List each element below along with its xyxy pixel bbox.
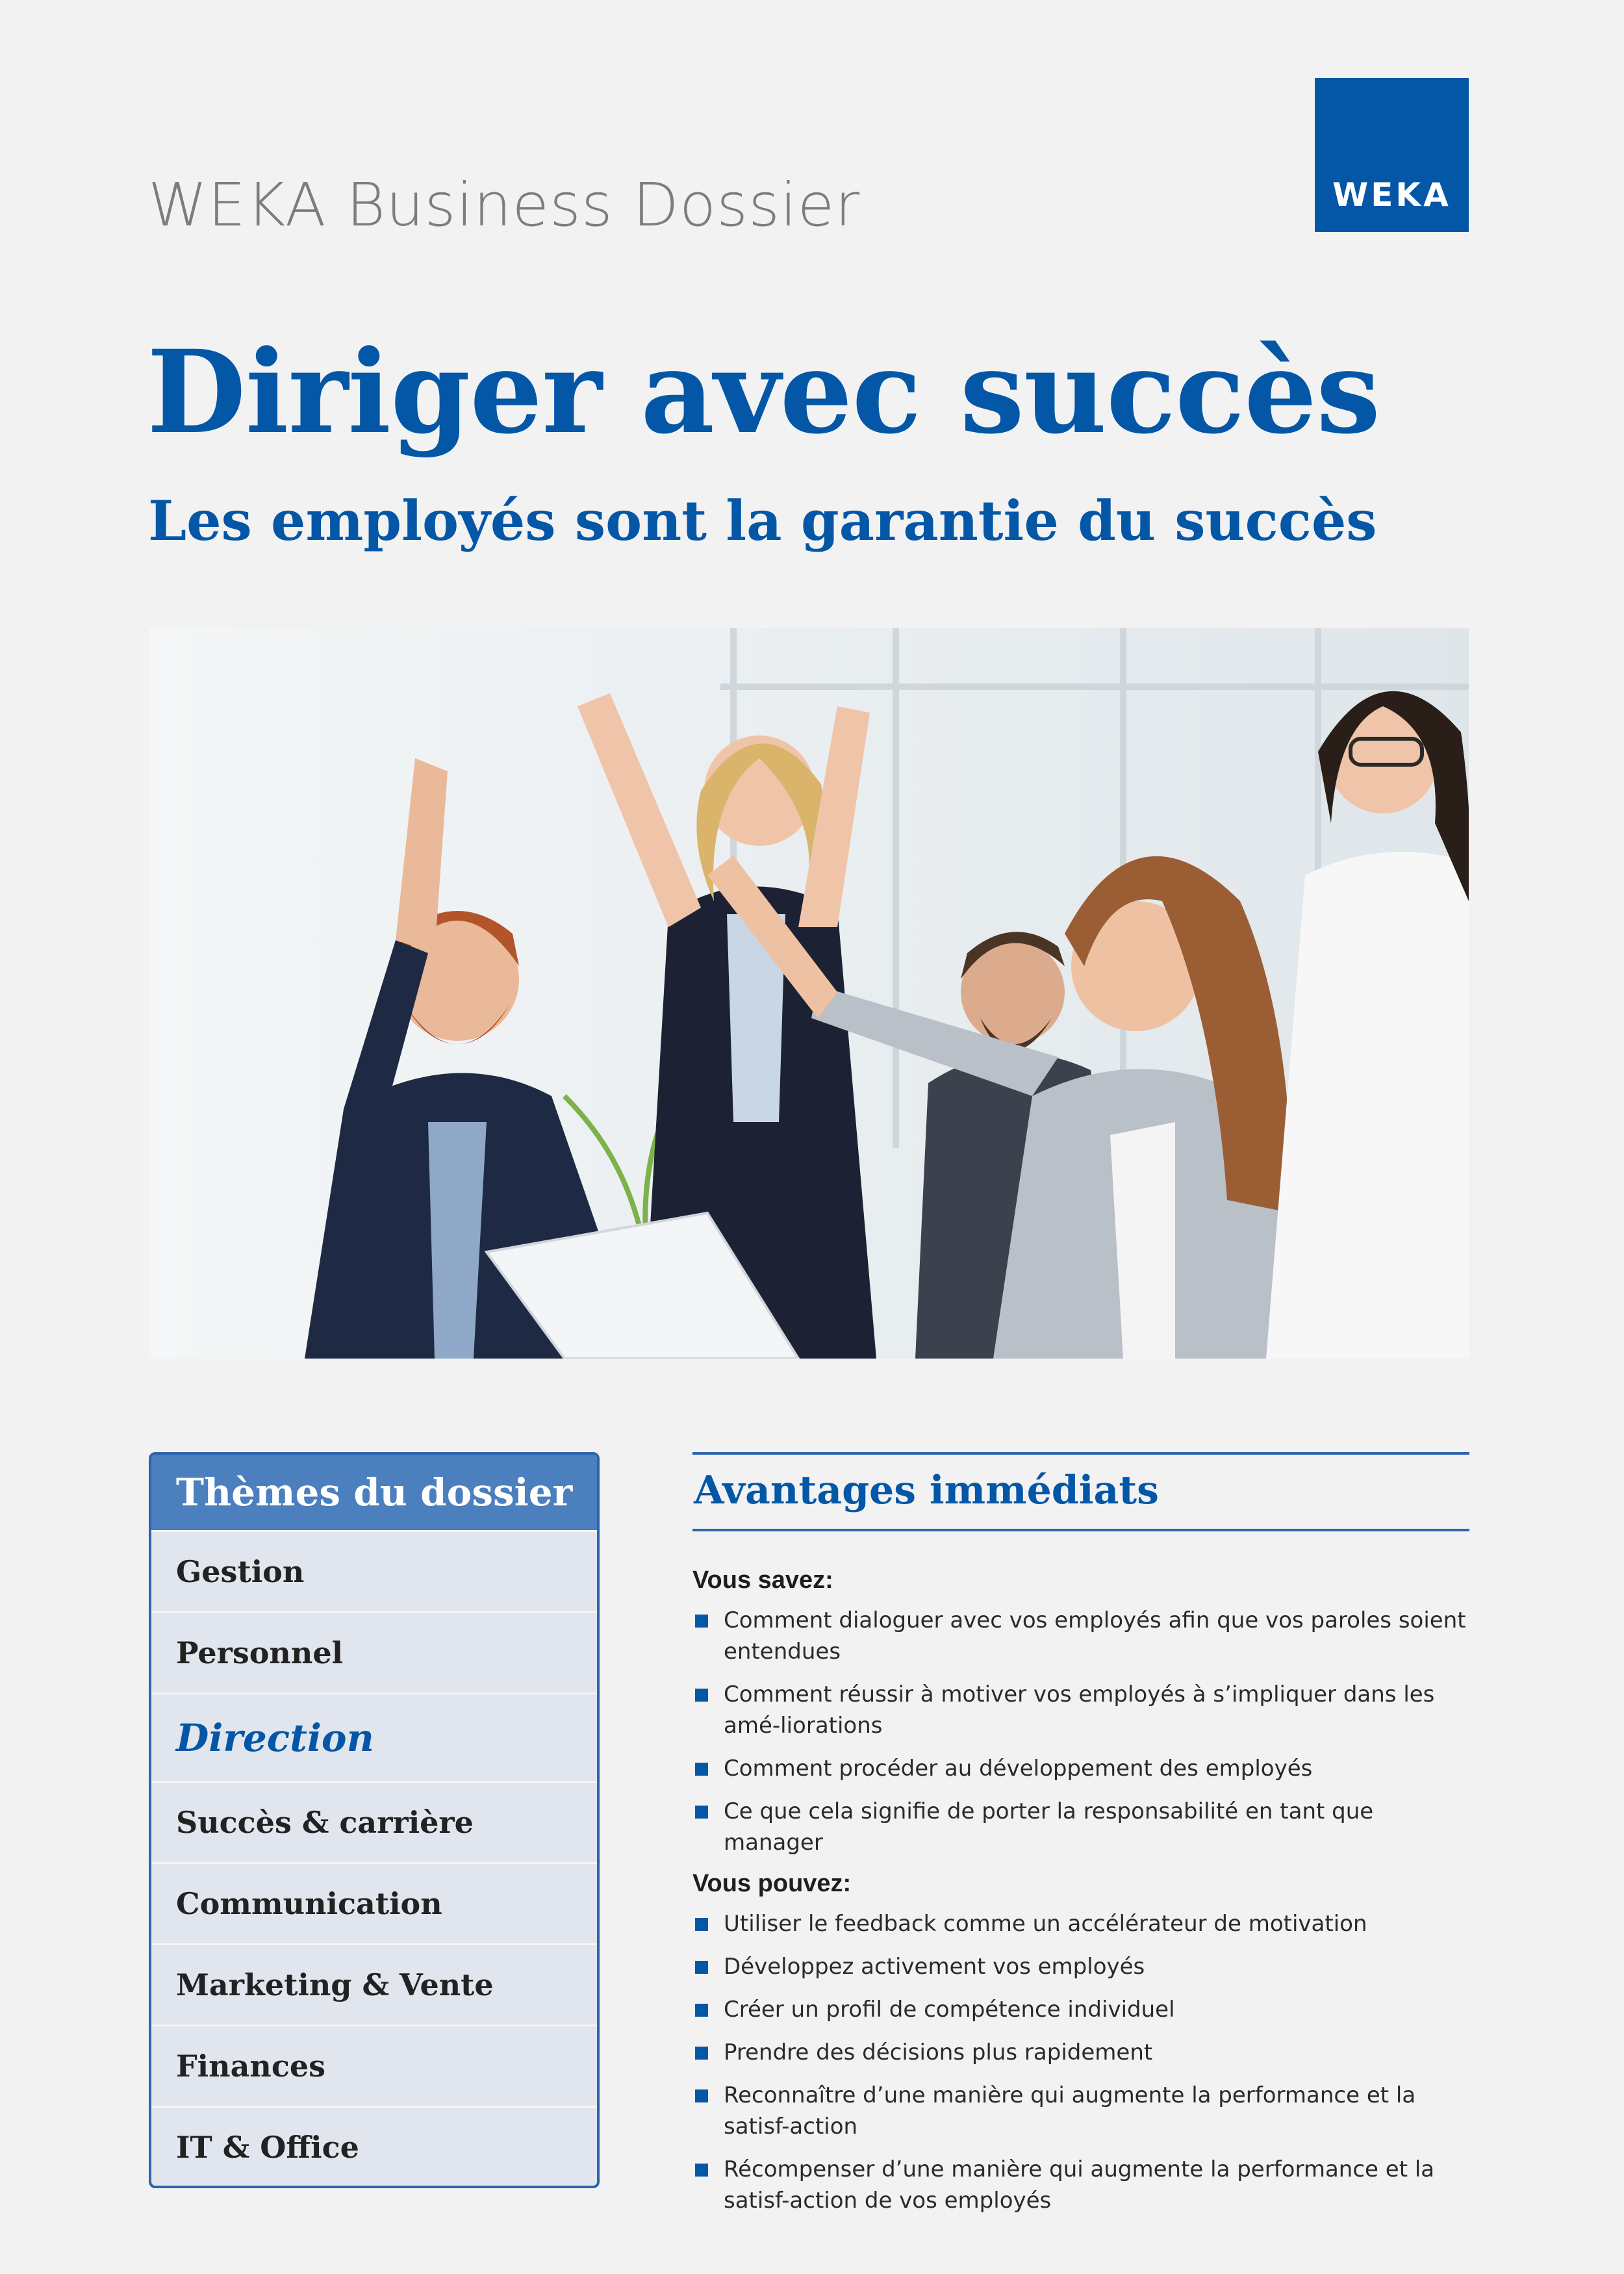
benefits-heading: Avantages immédiats (694, 1468, 1159, 1513)
theme-item-direction[interactable]: Direction (151, 1693, 597, 1781)
series-title: WEKA Business Dossier (148, 170, 861, 240)
logo-text: WEKA (1332, 176, 1451, 214)
list-item: Reconnaître d’une manière qui augmente la performance et la satisf-action (692, 2080, 1469, 2142)
theme-item-succes-carriere[interactable]: Succès & carrière (151, 1781, 597, 1862)
list-item: Prendre des décisions plus rapidement (692, 2037, 1469, 2068)
theme-item-it-office[interactable]: IT & Office (151, 2106, 597, 2187)
benefits-section (692, 1452, 1469, 2228)
can-label: Vous pouvez: (692, 1870, 852, 1897)
theme-item-finances[interactable]: Finances (151, 2025, 597, 2106)
divider (692, 1529, 1469, 1531)
list-item: Comment procéder au développement des employés (692, 1753, 1469, 1784)
list-item: Utiliser le feedback comme un accélérateur de motivation (692, 1908, 1469, 1939)
bullet-square-icon (695, 2004, 708, 2017)
themes-heading: Thèmes du dossier (151, 1455, 597, 1530)
theme-item-marketing-vente[interactable]: Marketing & Vente (151, 1943, 597, 2025)
can-list (692, 1908, 1469, 2216)
bullet-square-icon (695, 1918, 708, 1931)
know-list (692, 1605, 1469, 1858)
weka-logo (1315, 78, 1469, 232)
theme-item-personnel[interactable]: Personnel (151, 1611, 597, 1693)
list-item: Ce que cela signifie de porter la responsabilité en tant que manager (692, 1796, 1469, 1858)
cover-photo (149, 628, 1469, 1359)
bullet-square-icon (695, 2047, 708, 2060)
bullet-square-icon (695, 1763, 708, 1776)
know-label: Vous savez: (692, 1566, 833, 1594)
office-team-high-five-image (149, 628, 1469, 1359)
bullet-square-icon (695, 2164, 708, 2177)
bullet-square-icon (695, 2089, 708, 2102)
theme-item-gestion[interactable]: Gestion (151, 1530, 597, 1611)
list-item: Développez activement vos employés (692, 1951, 1469, 1982)
bullet-square-icon (695, 1806, 708, 1819)
bullet-square-icon (695, 1961, 708, 1974)
themes-box (149, 1452, 600, 2188)
page-subtitle: Les employés sont la garantie du succès (148, 489, 1377, 553)
list-item: Créer un profil de compétence individuel (692, 1994, 1469, 2025)
list-item: Comment dialoguer avec vos employés afin que vos paroles soient entendues (692, 1605, 1469, 1667)
page-title: Diriger avec succès (147, 325, 1380, 459)
theme-item-communication[interactable]: Communication (151, 1862, 597, 1943)
list-item: Comment réussir à motiver vos employés à s’impliquer dans les amé-liorations (692, 1679, 1469, 1741)
bullet-square-icon (695, 1689, 708, 1702)
bullet-square-icon (695, 1615, 708, 1628)
list-item: Récompenser d’une manière qui augmente la performance et la satisf-action de vos employés (692, 2154, 1469, 2216)
